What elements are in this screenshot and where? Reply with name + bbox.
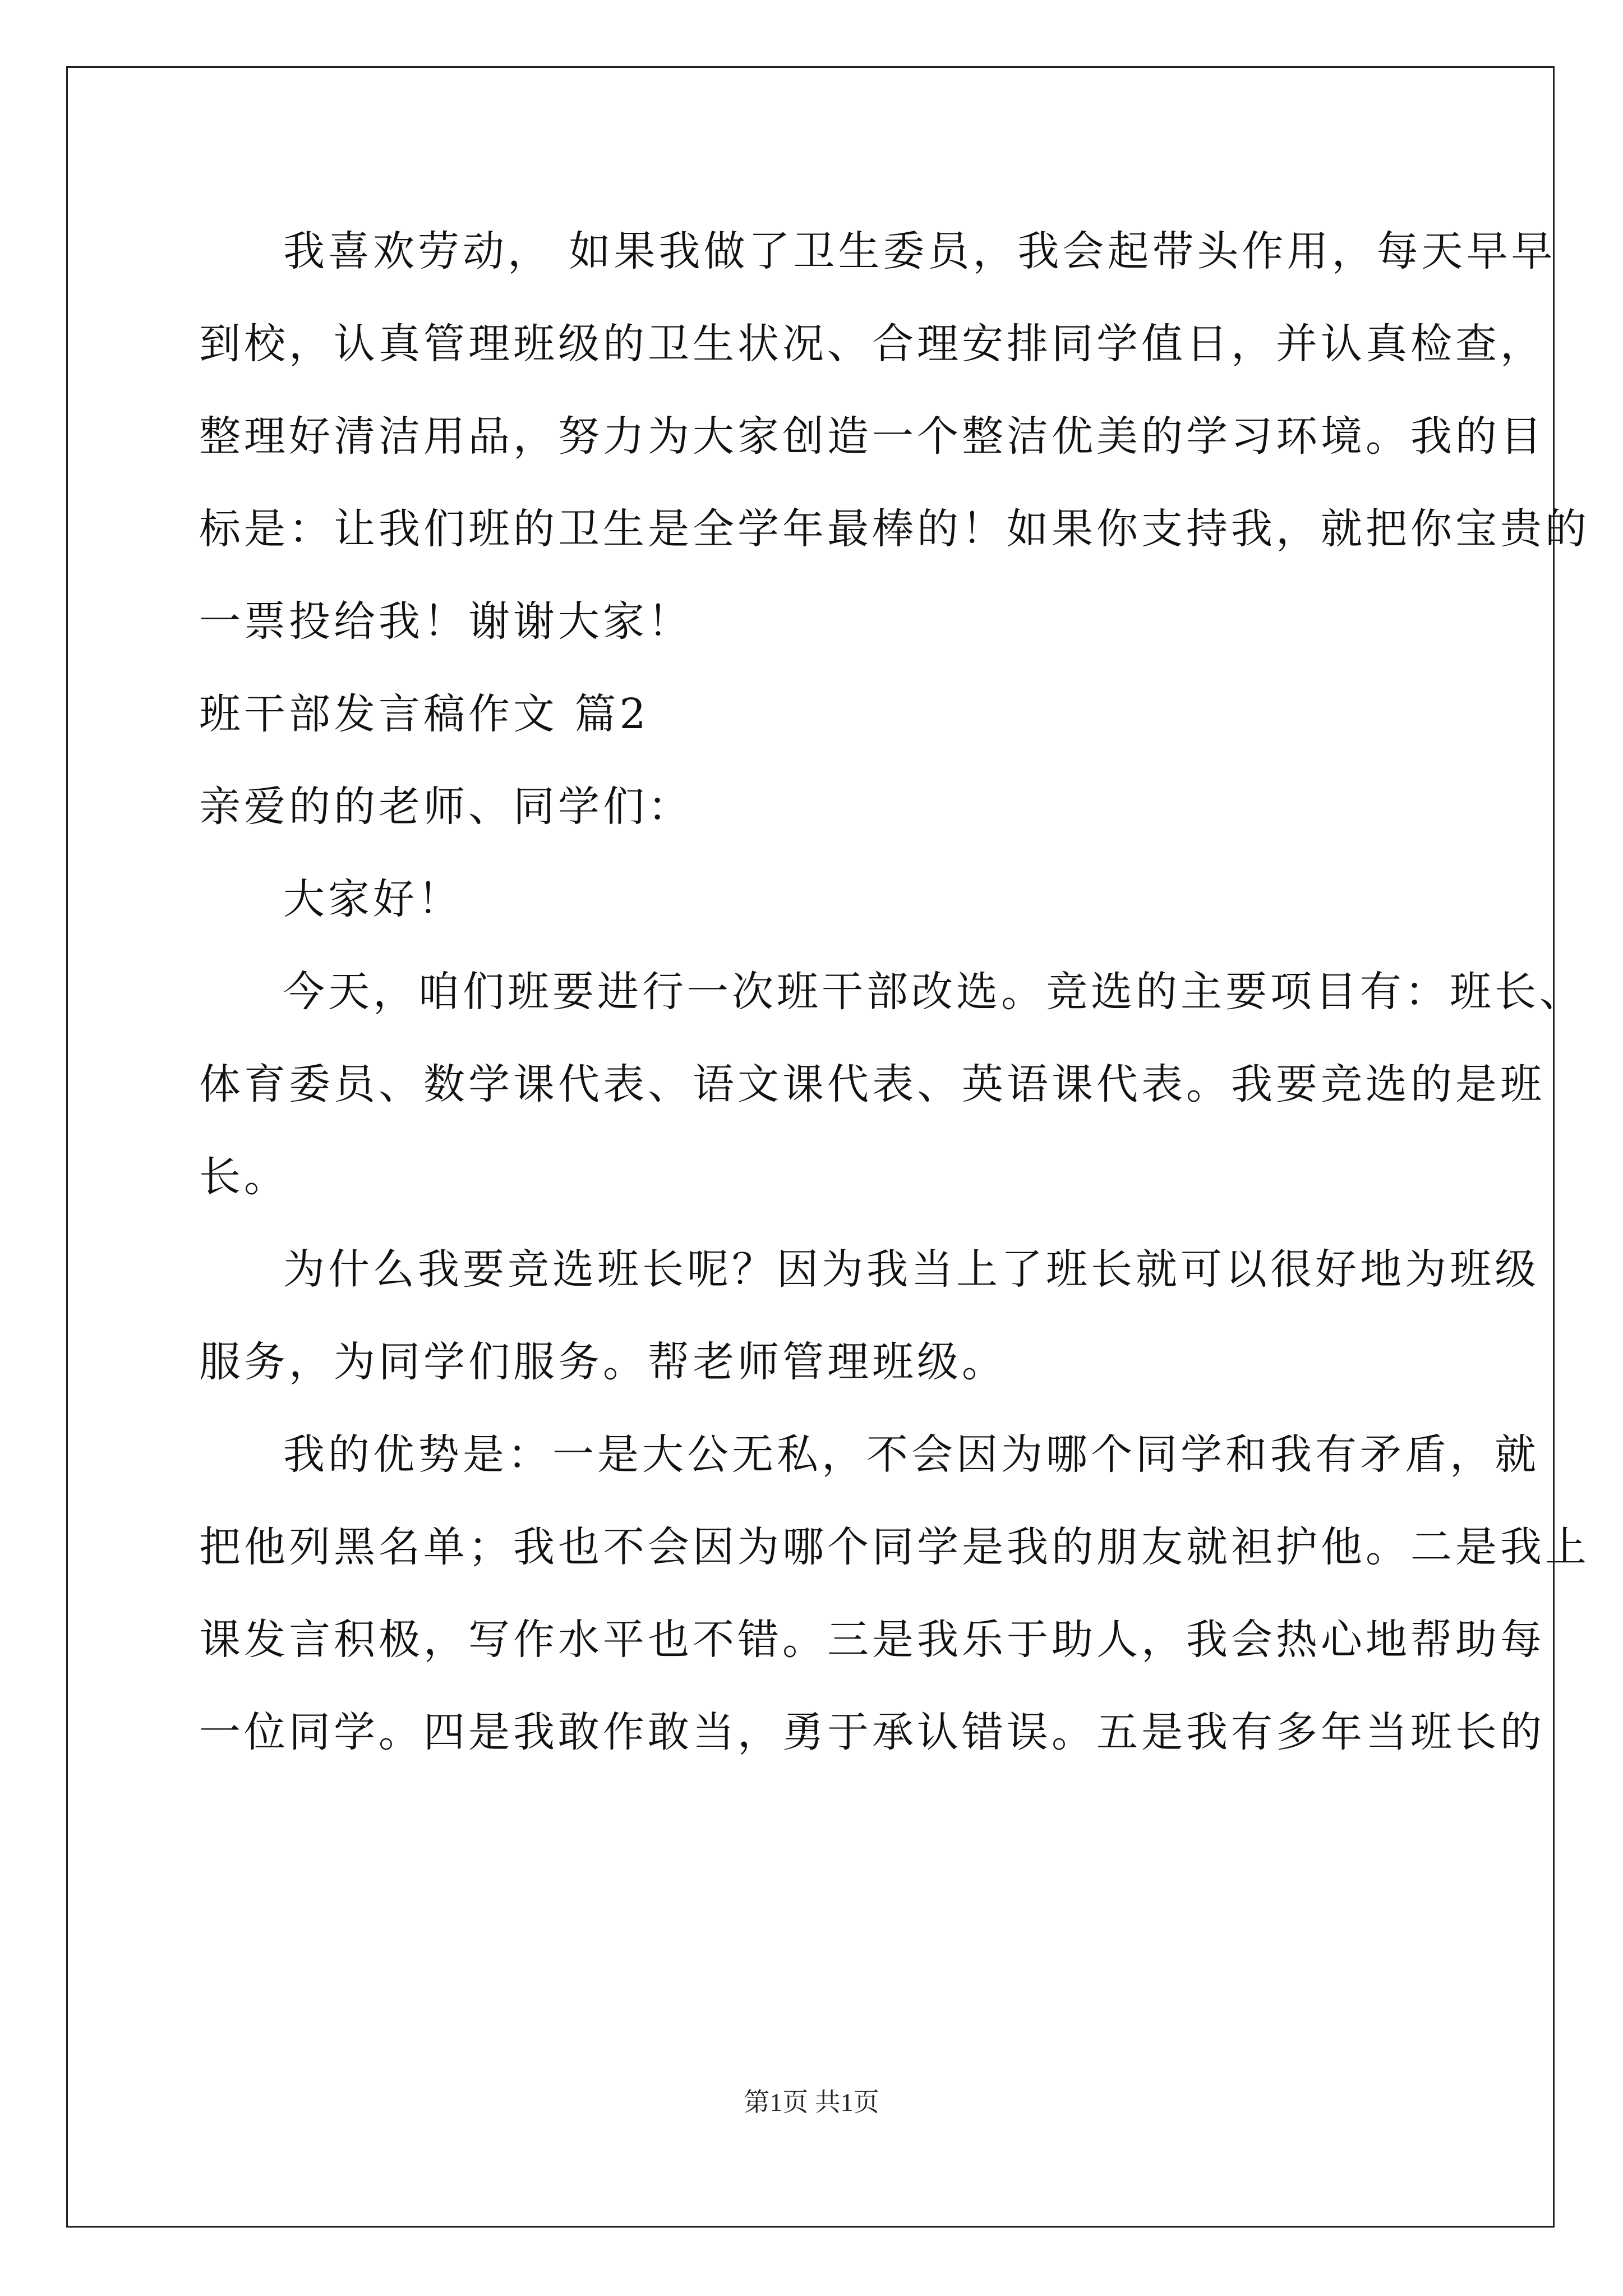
paragraph-line: 我的优势是：一是大公无私，不会因为哪个同学和我有矛盾，就 — [283, 1430, 1539, 1479]
paragraph-line: 我喜欢劳动， 如果我做了卫生委员，我会起带头作用，每天早早 — [283, 227, 1556, 275]
paragraph-line: 整理好清洁用品，努力为大家创造一个整洁优美的学习环境。我的目 — [199, 412, 1545, 461]
paragraph-line: 今天，咱们班要进行一次班干部改选。竞选的主要项目有：班长、 — [283, 968, 1584, 1016]
paragraph-line: 服务，为同学们服务。帮老师管理班级。 — [199, 1338, 1007, 1386]
paragraph-line: 标是：让我们班的卫生是全学年最棒的！如果你支持我，就把你宝贵的 — [199, 505, 1590, 553]
paragraph-line: 长。 — [199, 1153, 289, 1201]
paragraph-line: 一位同学。四是我敢作敢当，勇于承认错误。五是我有多年当班长的 — [199, 1708, 1545, 1756]
paragraph-line: 到校，认真管理班级的卫生状况、合理安排同学值日，并认真检查， — [199, 320, 1545, 368]
section-heading: 班干部发言稿作文 篇2 — [199, 690, 649, 738]
page-footer: 第1页 共1页 — [744, 2088, 879, 2116]
paragraph-line: 一票投给我！谢谢大家！ — [199, 597, 693, 646]
page-border — [66, 66, 1555, 2228]
paragraph-line: 课发言积极，写作水平也不错。三是我乐于助人，我会热心地帮助每 — [199, 1616, 1545, 1664]
salutation: 亲爱的的老师、同学们： — [199, 783, 693, 831]
paragraph-line: 把他列黑名单；我也不会因为哪个同学是我的朋友就袒护他。二是我上 — [199, 1523, 1590, 1571]
greeting: 大家好！ — [283, 875, 463, 923]
paragraph-line: 为什么我要竞选班长呢？因为我当上了班长就可以很好地为班级 — [283, 1245, 1539, 1294]
paragraph-line: 体育委员、数学课代表、语文课代表、英语课代表。我要竞选的是班 — [199, 1060, 1545, 1108]
